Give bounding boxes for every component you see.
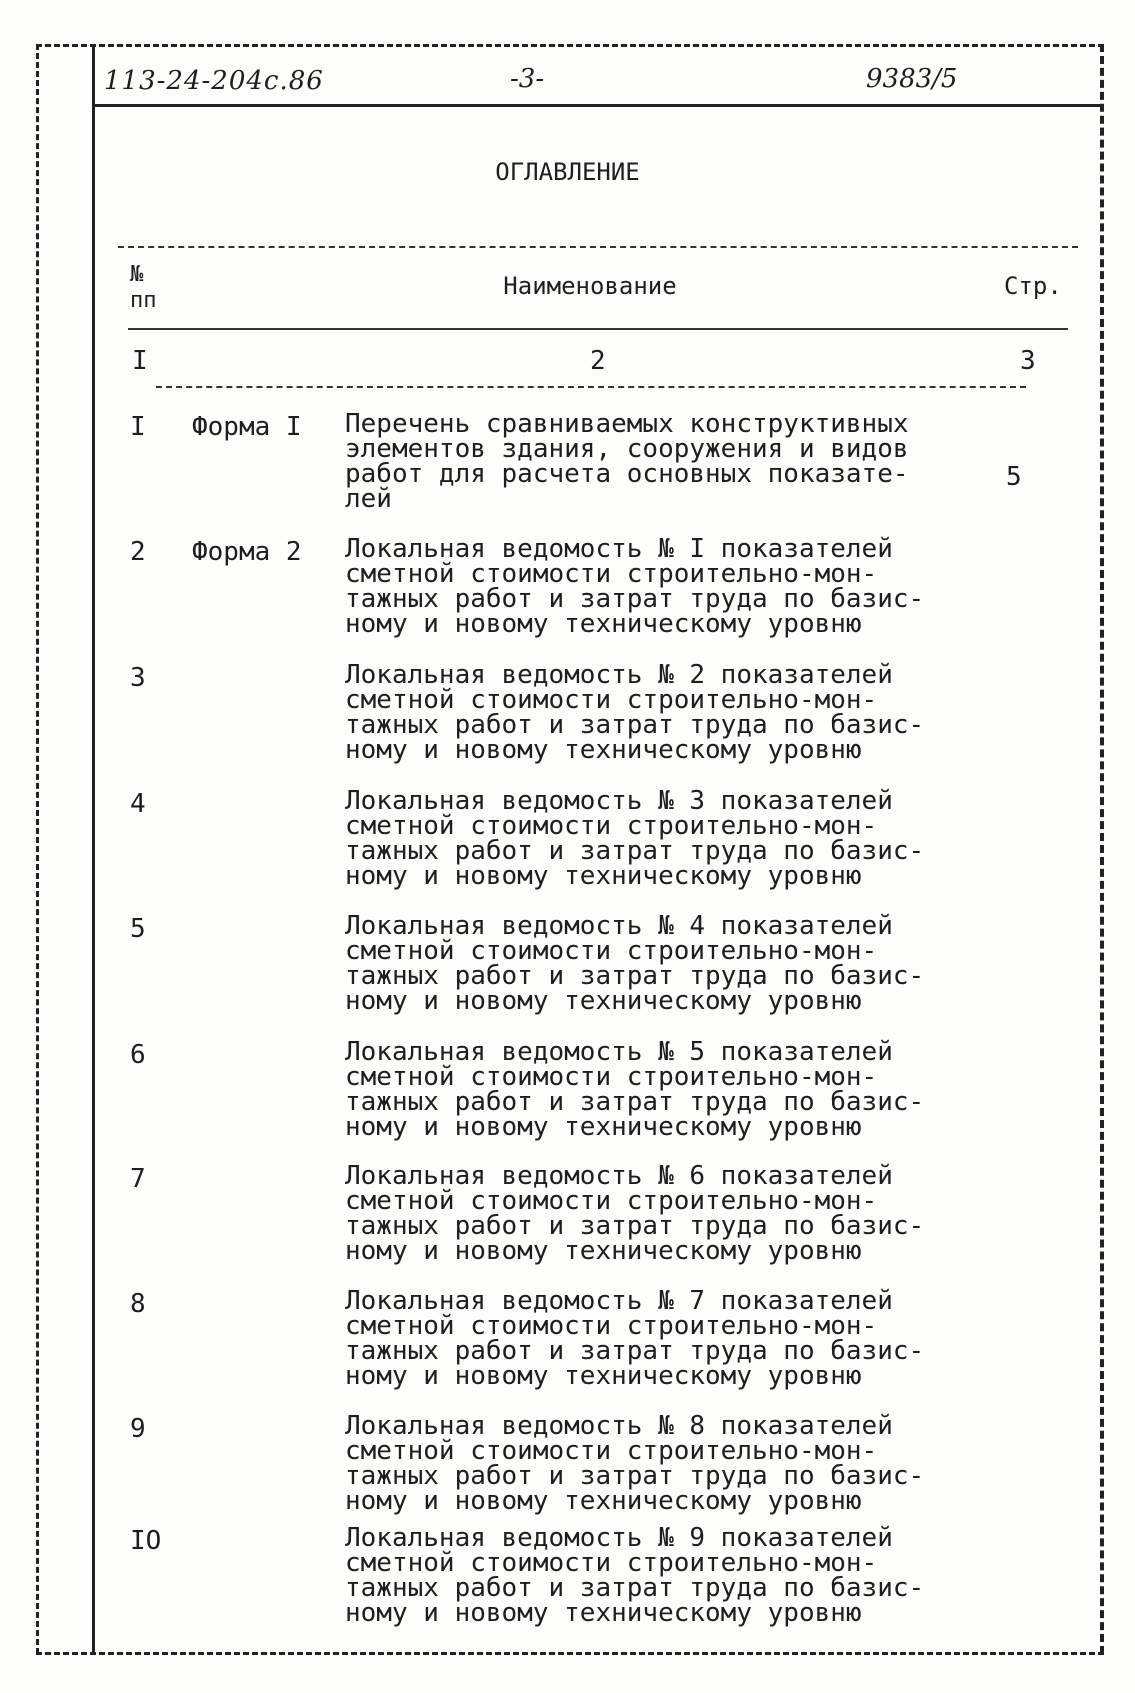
toc-row-title: Локальная ведомость № 2 показателей сметной стоимости строительно-мон- тажных работ и затрат труда по базис- ному и новому техническому уровню xyxy=(345,660,925,765)
toc-row-number: 5 xyxy=(130,914,146,944)
column-header-name: Наименование xyxy=(503,272,677,300)
page-number: -3- xyxy=(510,64,545,94)
toc-row-number: 8 xyxy=(130,1289,146,1319)
header-rule xyxy=(92,104,1104,107)
toc-row-title: Локальная ведомость № 8 показателей сметной стоимости строительно-мон- тажных работ и затрат труда по базис- ному и новому техническому уровню xyxy=(345,1411,925,1516)
toc-row-number: IO xyxy=(130,1526,162,1556)
toc-row-number: 9 xyxy=(130,1414,146,1444)
toc-row-number: 7 xyxy=(130,1164,146,1194)
toc-row-number: I xyxy=(130,412,146,442)
toc-row-title: Локальная ведомость № I показателей сметной стоимости строительно-мон- тажных работ и затрат труда по базис- ному и новому техническому уровню xyxy=(345,534,925,639)
header-bottom-rule xyxy=(128,328,1068,330)
toc-row-title: Локальная ведомость № 9 показателей сметной стоимости строительно-мон- тажных работ и затрат труда по базис- ному и новому техническому уровню xyxy=(345,1523,925,1628)
toc-row-number: 4 xyxy=(130,789,146,819)
toc-row-title: Локальная ведомость № 4 показателей сметной стоимости строительно-мон- тажных работ и затрат труда по базис- ному и новому техническому уровню xyxy=(345,911,925,1016)
toc-row-title: Перечень сравниваемых конструктивных элементов здания, сооружения и видов работ для расчета основных показате- лей xyxy=(345,409,909,514)
toc-row-title: Локальная ведомость № 7 показателей сметной стоимости строительно-мон- тажных работ и затрат труда по базис- ному и новому техническому уровню xyxy=(345,1286,925,1391)
toc-row-title: Локальная ведомость № 3 показателей сметной стоимости строительно-мон- тажных работ и затрат труда по базис- ному и новому техническому уровню xyxy=(345,786,925,891)
toc-row-form: Форма I xyxy=(192,412,302,442)
toc-row-title: Локальная ведомость № 5 показателей сметной стоимости строительно-мон- тажных работ и затрат труда по базис- ному и новому техническому уровню xyxy=(345,1037,925,1142)
toc-row-number: 2 xyxy=(130,537,146,567)
column-index-1: I xyxy=(132,346,148,376)
toc-row-form: Форма 2 xyxy=(192,537,302,567)
frame-bottom-line xyxy=(36,1652,1104,1655)
frame-top-line xyxy=(36,44,1104,47)
index-bottom-rule xyxy=(156,386,1026,388)
column-header-number-line1: № xyxy=(130,262,144,287)
column-header-number-line2: пп xyxy=(130,288,157,313)
column-header-page: Стр. xyxy=(1004,272,1062,300)
column-index-2: 2 xyxy=(590,346,606,376)
document-number: 9383/5 xyxy=(866,64,958,94)
table-top-rule xyxy=(118,246,1078,248)
toc-row-number: 3 xyxy=(130,663,146,693)
toc-row-title: Локальная ведомость № 6 показателей сметной стоимости строительно-мон- тажных работ и затрат труда по базис- ному и новому техническому уровню xyxy=(345,1161,925,1266)
toc-row-page: 5 xyxy=(1006,462,1022,492)
document-code: 113-24-204с.86 xyxy=(104,66,324,96)
toc-row-number: 6 xyxy=(130,1040,146,1070)
page-title: ОГЛАВЛЕНИЕ xyxy=(495,158,640,186)
column-index-3: 3 xyxy=(1020,346,1036,376)
